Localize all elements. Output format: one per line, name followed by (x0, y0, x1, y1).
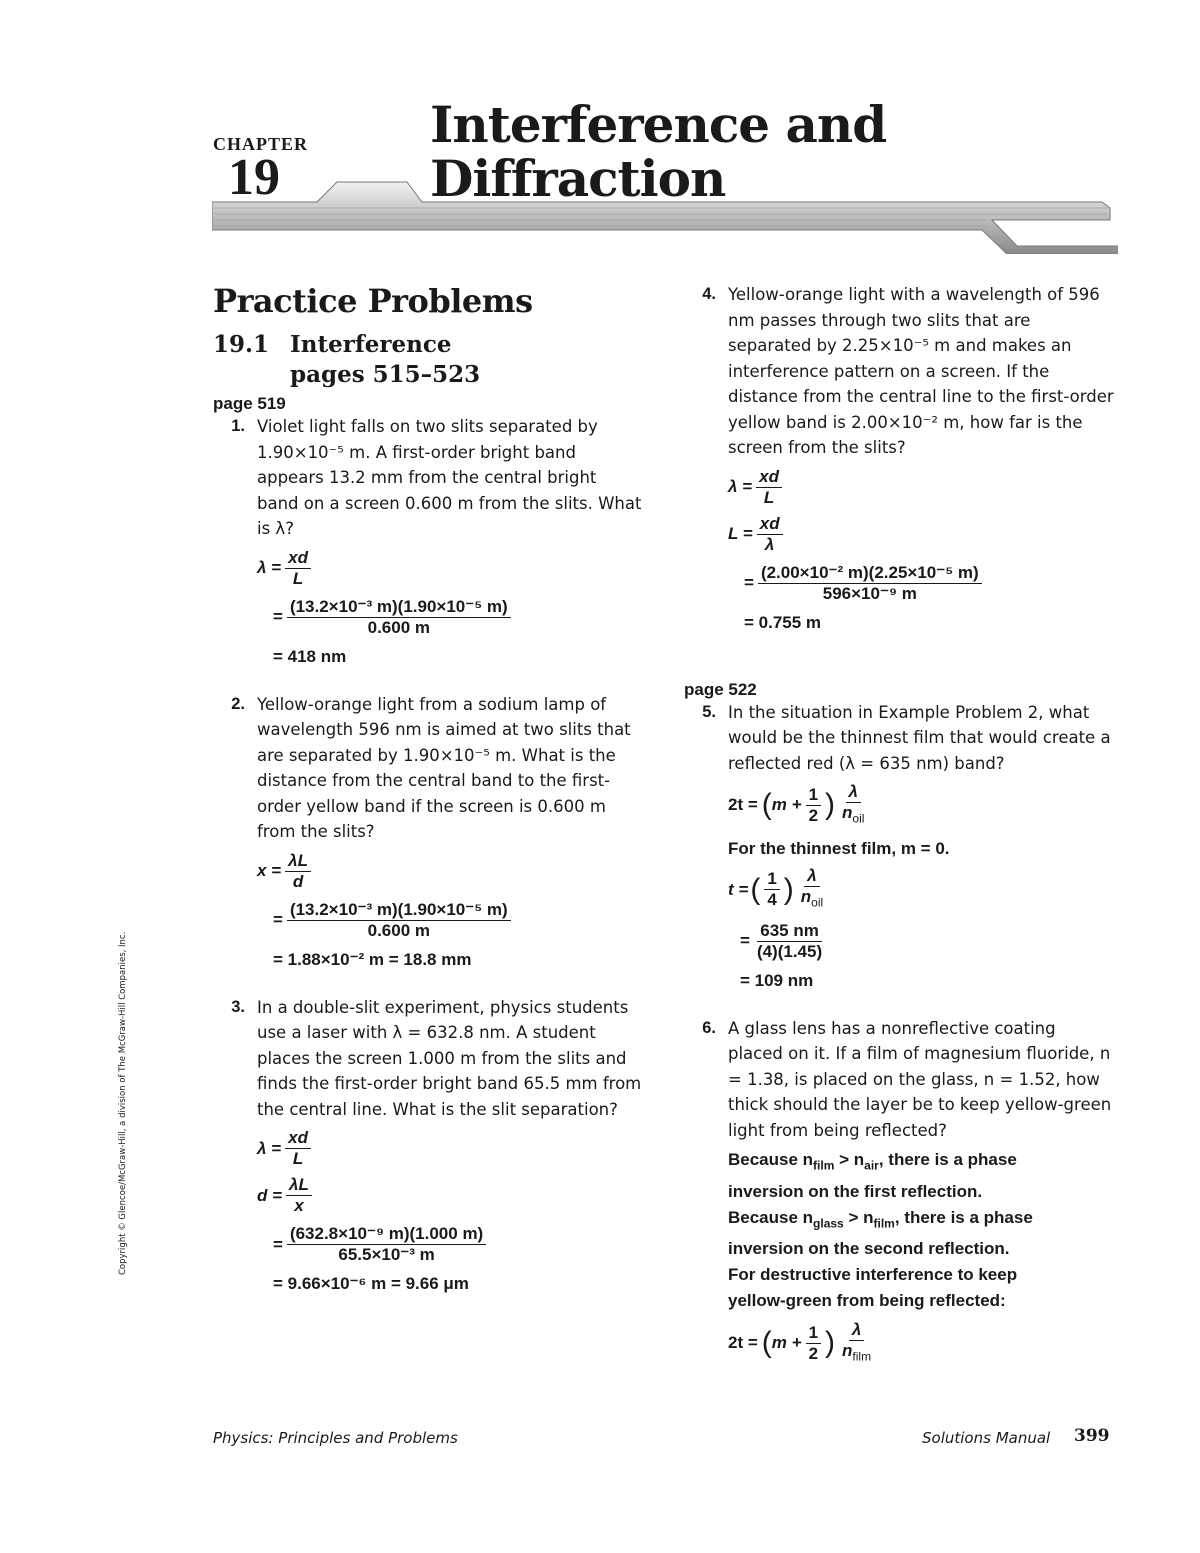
problem-text: A glass lens has a nonreflective coating placed on it. If a film of magnesium fluoride, n = 1.38, is placed on the glass, n = 1.52, how thick should the layer be to keep yellow-green light from being reflected? (728, 1018, 1112, 1140)
problem-number: 3. (231, 997, 245, 1016)
equation: t = ( $\frac{1}{4}$ ) $\frac{\lambda}{n_{oil}}$ (728, 866, 824, 910)
equation: λ = $\frac{xd}{L}$ (257, 548, 643, 589)
problem-5 (684, 700, 1114, 777)
problem-4 (684, 282, 1114, 461)
footer-manual-title: Solutions Manual (922, 1429, 1051, 1447)
page-number: 399 (1074, 1426, 1110, 1446)
solution-text: Because $n_{film} > n_{air}$, there is a phase inversion on the first reflection. Because $n_{glass} > n_{film}$, there is a phase inversion on the second reflection. For destructive interference to keep yellow-green from being reflected: (728, 1150, 1033, 1311)
problem-number: 6. (702, 1018, 716, 1037)
problem-number: 5. (702, 702, 716, 721)
problem-text: In a double-slit experiment, physics students use a laser with λ = 632.8 nm. A student places the screen 1.000 m from the slits and finds the first-order bright band 65.5 mm from the central line. What is the slit separation? (257, 997, 642, 1119)
equation: 2t = ( m + $\frac{1}{2}$ ) $\frac{\lambda}{n_{oil}}$ (728, 782, 865, 826)
page-ref-522: page 522 (684, 679, 757, 699)
right-column (684, 282, 1114, 1366)
equation: λ = $\frac{xd}{L}$ (257, 1128, 643, 1169)
section-title: Practice Problems (213, 282, 533, 320)
answer: = 418 nm (273, 646, 347, 666)
equation: = $\frac{635 nm}{(4)(1.45)}$ (740, 920, 823, 961)
equation: = $\frac{\text{(2.00×10⁻² m)(2.25×10⁻⁵ m)}}{\text{596×10⁻⁹ m}}$ (744, 563, 1114, 604)
chapter-title-line1: Interference and (430, 95, 887, 154)
equation: 2t = ( m + $\frac{1}{2}$ ) $\frac{\lambda}{n_{film}}$ (728, 1320, 872, 1364)
problem-text: In the situation in Example Problem 2, what would be the thinnest film that would create a reflected red (λ = 635 nm) band? (728, 702, 1111, 773)
subsection-title: Interference (290, 331, 452, 358)
problem-text: Yellow-orange light with a wavelength of 596 nm passes through two slits that are separated by 2.25×10⁻⁵ m and makes an interference pattern on a screen. If the distance from the central line to the first-order yellow band is 2.00×10⁻² m, how far is the screen from the slits? (728, 285, 1114, 457)
equation: = $\frac{\text{(632.8×10⁻⁹ m)(1.000 m)}}{\text{65.5×10⁻³ m}}$ (273, 1224, 643, 1265)
problem-number: 1. (231, 417, 245, 435)
equation: x = $\frac{\lambda L}{d}$ (257, 851, 643, 892)
problem-number: 2. (231, 694, 245, 713)
title-banner-graphic (212, 180, 1118, 254)
problem-6 (684, 1016, 1114, 1144)
equation: = $\frac{\text{(13.2×10⁻³ m)(1.90×10⁻⁵ m)}}{0.600 m}$ (273, 900, 643, 941)
problem-3 (213, 995, 643, 1123)
subsection-pages: pages 515–523 (290, 361, 481, 388)
page-ref-519: page 519 (213, 394, 286, 413)
problem-1 (213, 414, 643, 542)
chapter-number: 19 (228, 149, 280, 206)
left-column (213, 282, 643, 1297)
problem-text: Violet light falls on two slits separated by 1.90×10⁻⁵ m. A first-order bright band appears 13.2 mm from the central bright band on a screen 0.600 m from the slits. What is λ? (257, 417, 642, 538)
equation: d = $\frac{\lambda L}{x}$ (257, 1175, 643, 1216)
problem-2 (213, 692, 643, 845)
subsection-number: 19.1 (213, 331, 270, 358)
problem-number: 4. (702, 285, 716, 303)
answer: = 109 nm (740, 970, 814, 990)
equation: = $\frac{\text{(13.2×10⁻³ m)(1.90×10⁻⁵ m)}}{0.600 m}$ (273, 597, 643, 638)
copyright-notice: Copyright © Glencoe/McGraw-Hill, a division of The McGraw-Hill Companies, Inc. (118, 931, 128, 1275)
answer: = 0.755 m (744, 612, 822, 632)
chapter-title-line2: Diffraction (430, 149, 726, 208)
equation: L = $\frac{xd}{\lambda}$ (728, 514, 1114, 555)
footer-book-title: Physics: Principles and Problems (213, 1429, 458, 1447)
subsection-heading (213, 330, 643, 360)
problem-text: Yellow-orange light from a sodium lamp of wavelength 596 nm is aimed at two slits that are separated by 1.90×10⁻⁵ m. What is the distance from the central band to the first-order yellow band if the screen is 0.600 m from the slits? (257, 694, 631, 841)
equation: λ = $\frac{xd}{L}$ (728, 467, 1114, 508)
subsection-pages-row (213, 360, 643, 390)
answer: = 1.88×10⁻² m = 18.8 mm (273, 949, 472, 969)
note: For the thinnest film, m = 0. (728, 839, 950, 859)
chapter-label: CHAPTER (213, 134, 309, 154)
answer: = 9.66×10⁻⁶ m = 9.66 μm (273, 1274, 469, 1293)
